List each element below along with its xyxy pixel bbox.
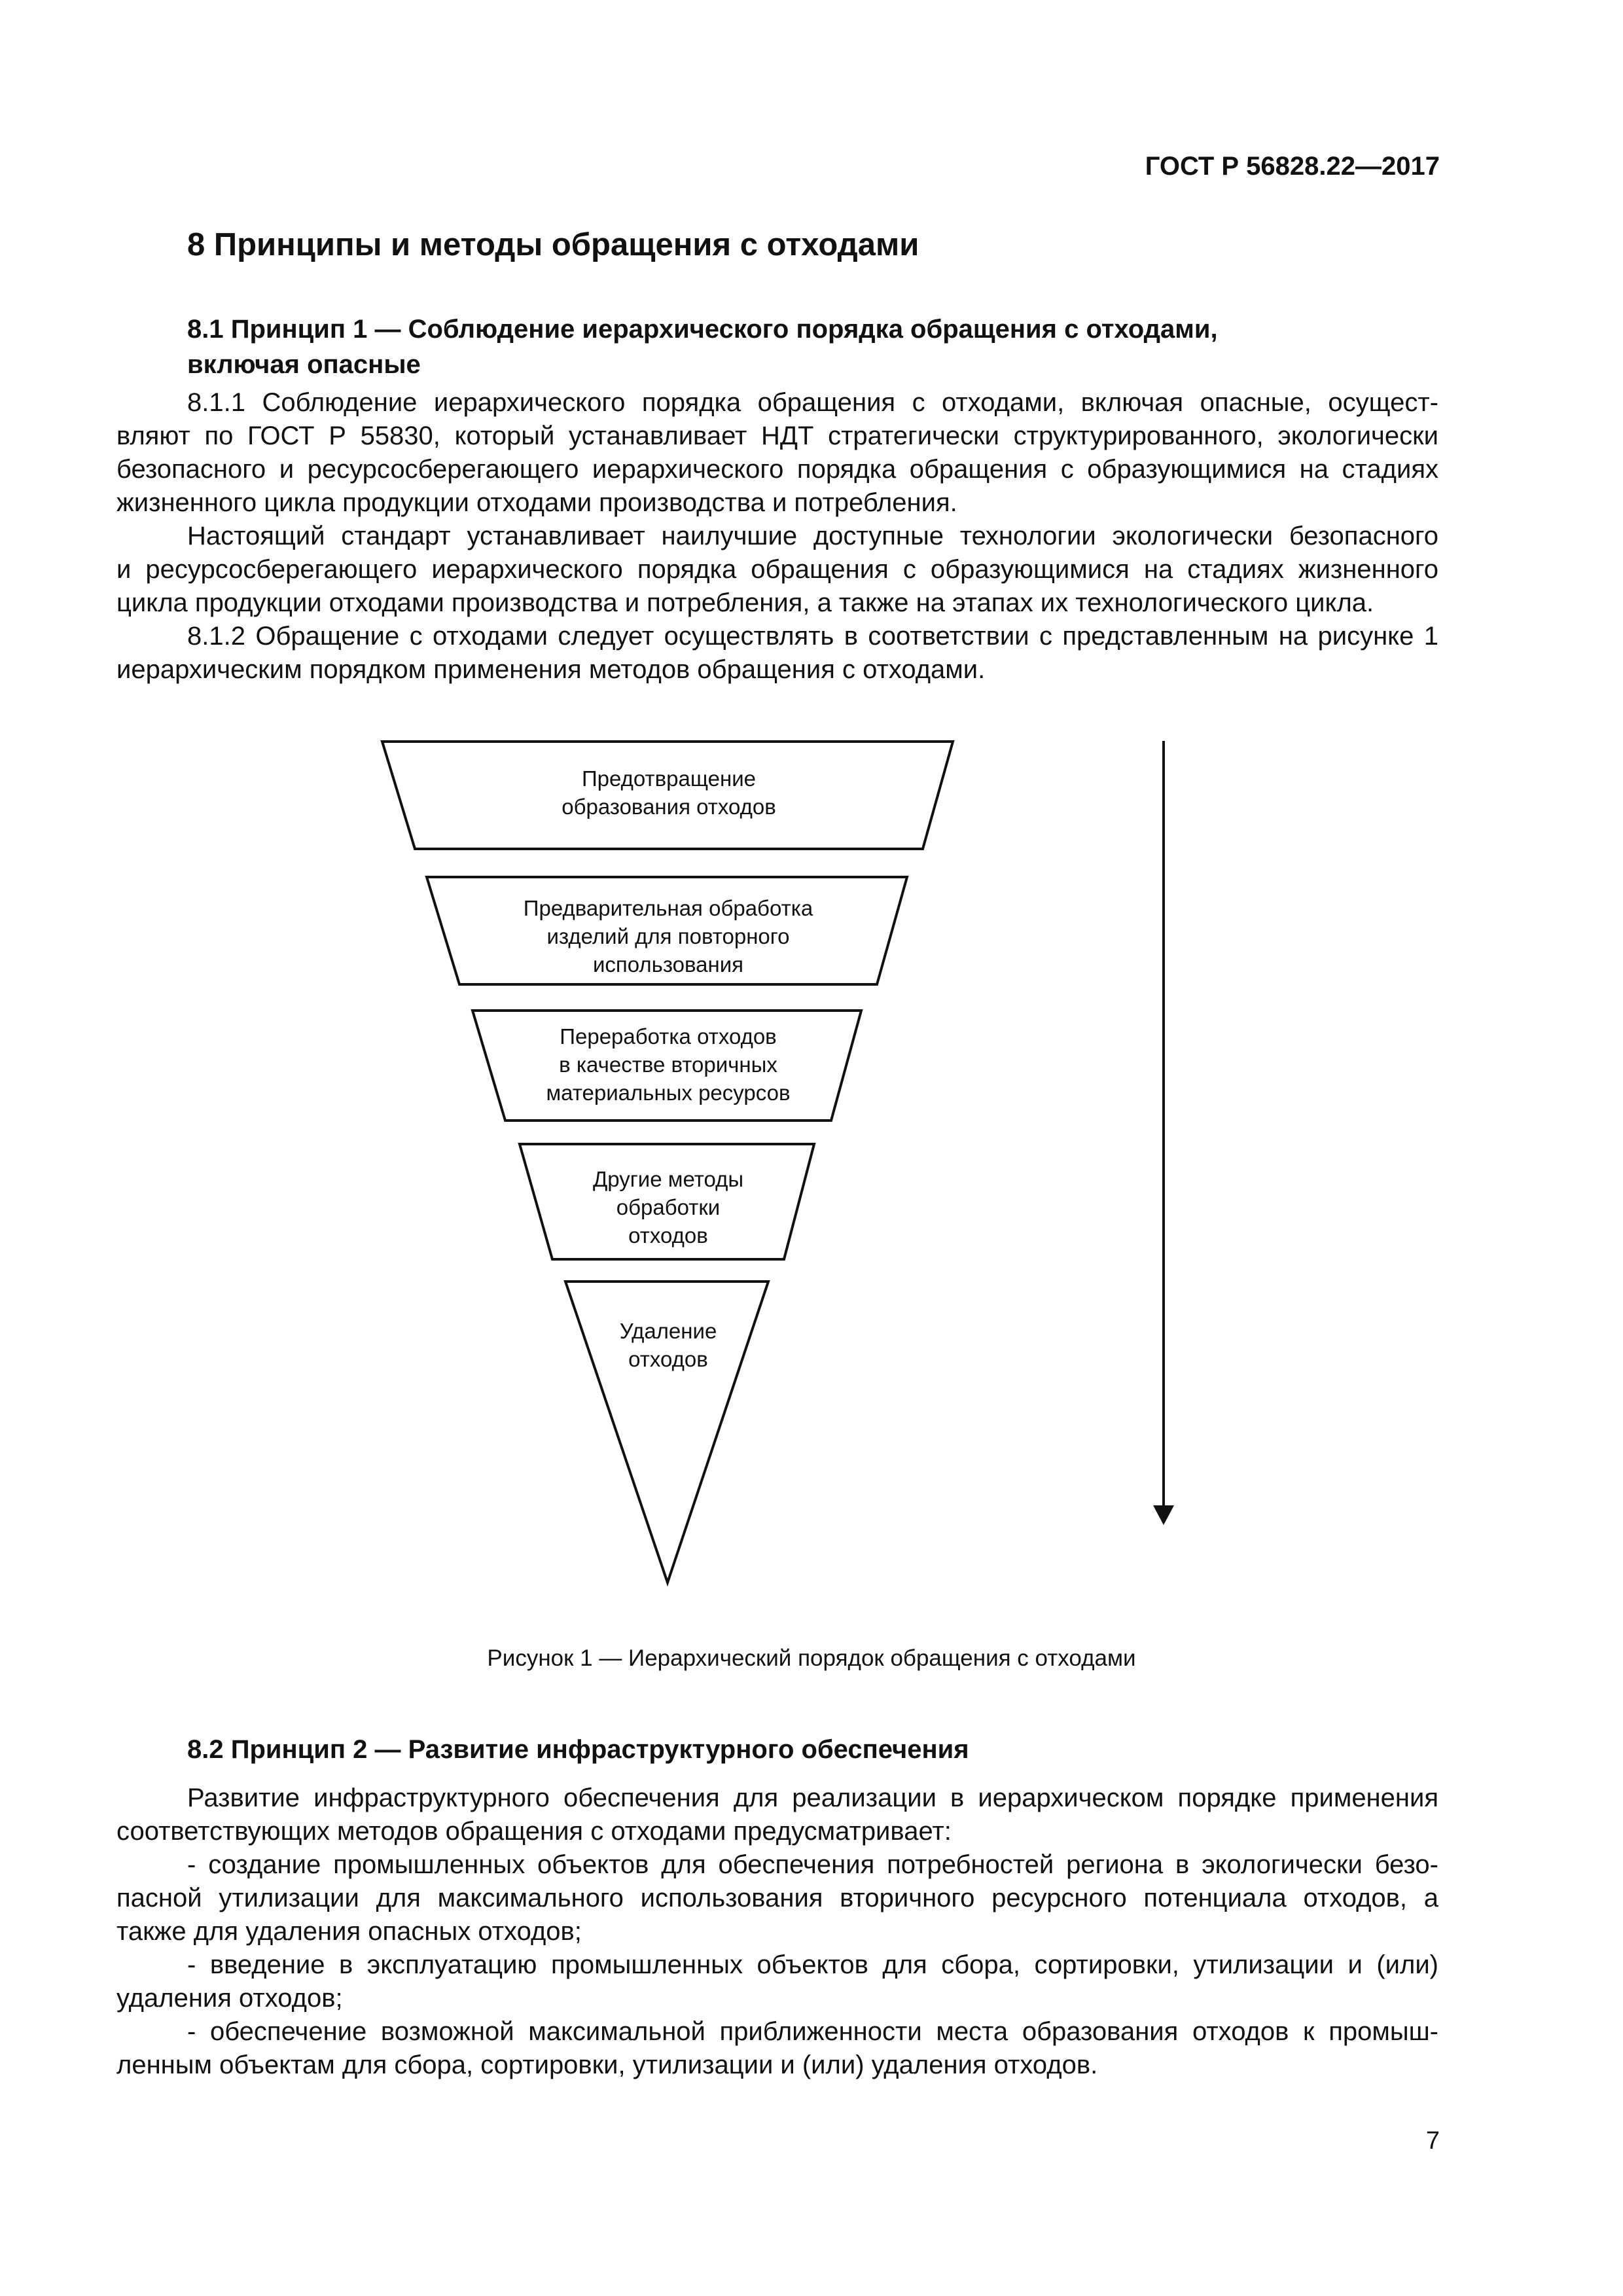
hierarchy-level-4-label	[552, 1165, 784, 1249]
hierarchy-level-1-label	[415, 764, 923, 821]
label-line: отходов	[628, 1223, 708, 1247]
text-line: Развитие инфраструктурного обеспечения для реализации в иерархическом порядке применения	[187, 1784, 1438, 1812]
text-line: 8.1.1 Соблюдение иерархического порядка обращения с отходами, включая опасные, осущест-	[187, 388, 1438, 417]
figure-caption: Рисунок 1 — Иерархический порядок обращения с отходами	[487, 1645, 1136, 1671]
label-line: Предварительная обработка	[523, 896, 813, 920]
label-line: изделий для повторного	[546, 924, 790, 948]
label-line: материальных ресурсов	[546, 1081, 791, 1105]
direction-arrow-head	[1153, 1505, 1174, 1525]
subsection-1-title-line: включая опасные	[187, 350, 421, 379]
label-line: Удаление	[619, 1319, 717, 1343]
text-line: вляют по ГОСТ Р 55830, который устанавливает НДТ стратегически структурированного, экологически	[116, 422, 1438, 450]
subsection-1-title-line: 8.1 Принцип 1 — Соблюдение иерархического порядка обращения с отходами,	[187, 315, 1218, 344]
text-line: иерархическим порядком применения методов обращения с отходами.	[116, 655, 986, 684]
text-line: Настоящий стандарт устанавливает наилучшие доступные технологии экологически безопасного	[187, 522, 1438, 550]
text-line: цикла продукции отходами производства и потребления, а также на этапах их технологического цикла.	[116, 588, 1374, 617]
text-line: соответствующих методов обращения с отходами предусматривает:	[116, 1817, 952, 1846]
document-code: ГОСТ Р 56828.22—2017	[1145, 152, 1440, 181]
text-line: жизненного цикла продукции отходами производства и потребления.	[116, 488, 957, 517]
label-line: использования	[592, 952, 744, 977]
bullet-line: пасной утилизации для максимального использования вторичного ресурсного потенциала отходов, а	[116, 1884, 1438, 1912]
bullet-line: ленным объектам для сбора, сортировки, утилизации и (или) удаления отходов.	[116, 2051, 1098, 2079]
hierarchy-level-5-label	[576, 1317, 760, 1373]
bullet-line: - создание промышленных объектов для обеспечения потребностей региона в экологически безо-	[187, 1850, 1438, 1879]
text-line: и ресурсосберегающего иерархического порядка обращения с образующимися на стадиях жизненного	[116, 555, 1438, 584]
text-line: 8.1.2 Обращение с отходами следует осуществлять в соответствии с представленным на рисунке 1	[187, 622, 1438, 651]
label-line: в качестве вторичных	[559, 1052, 777, 1077]
bullet-line: - обеспечение возможной максимальной приближенности места образования отходов к промыш-	[187, 2017, 1438, 2046]
section-title: 8 Принципы и методы обращения с отходами	[187, 227, 919, 262]
bullet-line: удаления отходов;	[116, 1984, 343, 2013]
label-line: отходов	[628, 1347, 708, 1371]
bullet-line: также для удаления опасных отходов;	[116, 1917, 582, 1946]
label-line: Другие методы	[592, 1167, 744, 1191]
page-number: 7	[1425, 2127, 1440, 2155]
text-line: безопасного и ресурсосберегающего иерархического порядка обращения с образующимися на стадиях	[116, 455, 1438, 484]
hierarchy-level-2-label	[459, 894, 877, 978]
label-line: образования отходов	[562, 795, 776, 819]
label-line: Предотвращение	[581, 766, 757, 791]
bullet-line: - введение в эксплуатацию промышленных объектов для сбора, сортировки, утилизации и (или)	[187, 1950, 1438, 1979]
subsection-2-title: 8.2 Принцип 2 — Развитие инфраструктурного обеспечения	[187, 1735, 969, 1764]
label-line: Переработка отходов	[560, 1024, 777, 1049]
hierarchy-level-3-label	[505, 1022, 831, 1107]
paragraph-8-2	[116, 1782, 1438, 2082]
label-line: обработки	[616, 1195, 721, 1219]
